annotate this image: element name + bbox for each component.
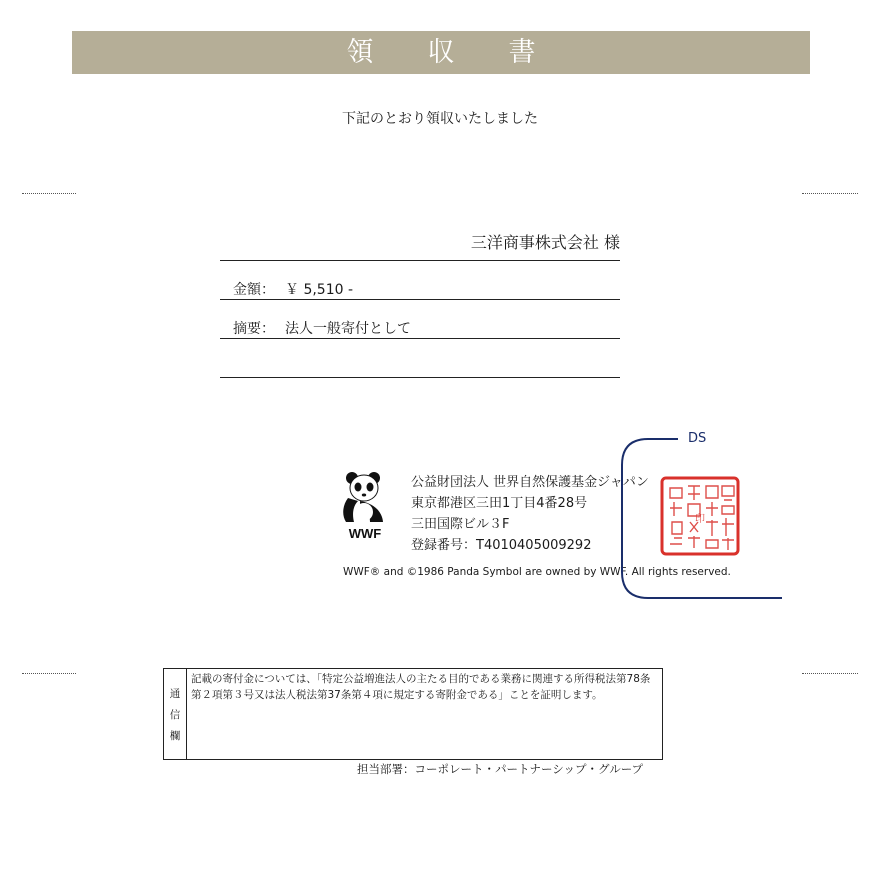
amount-field	[233, 279, 353, 299]
fold-mark-top-right	[802, 193, 858, 194]
amount-label: 金額：	[233, 282, 275, 298]
amount-value: ￥ 5,510 -	[285, 282, 354, 298]
recipient-name: 三洋商事株式会社 様	[470, 233, 620, 252]
summary-rule	[220, 338, 620, 339]
issuer-address: 東京都港区三田1丁目4番28号	[411, 496, 588, 511]
digital-signature-label: DS	[688, 431, 707, 446]
fold-mark-bottom-right	[802, 673, 858, 674]
wwf-panda-logo	[340, 470, 390, 542]
summary-label: 摘要：	[233, 321, 275, 337]
communication-text: 記載の寄付金については、「特定公益増進法人の主たる目的である業務に関連する所得税法第78条第２項第３号又は法人税法第37条第４項に規定する寄附金である」ことを証明します。	[191, 673, 651, 701]
recipient-rule	[220, 260, 620, 261]
wwf-logo-text: WWF	[348, 526, 382, 541]
seal-text: 印	[695, 514, 705, 525]
issuer-org-name: 公益財団法人 世界自然保護基金ジャパン	[411, 475, 649, 490]
receipt-statement: 下記のとおり領収いたしました	[342, 111, 538, 127]
summary-value: 法人一般寄付として	[285, 321, 411, 337]
digital-signature-frame	[610, 432, 800, 612]
communication-head-char-1: 通	[169, 687, 181, 700]
communication-head-char-2: 信	[169, 708, 181, 721]
communication-box-header	[164, 669, 187, 759]
receipt-title: 領収書	[346, 37, 590, 68]
issuer-registration-number: 登録番号：T4010405009292	[411, 538, 592, 553]
amount-rule	[220, 299, 620, 300]
fold-mark-bottom-left	[22, 673, 76, 674]
receipt-title-bar	[72, 31, 810, 74]
fold-mark-top-left	[22, 193, 76, 194]
communication-box	[163, 668, 663, 760]
department-info: 担当部署：コーポレート・パートナーシップ・グループ	[357, 762, 644, 776]
issuer-building: 三田国際ビル３F	[411, 517, 510, 532]
copyright-notice: WWF® and ©1986 Panda Symbol are owned by WWF. All rights reserved.	[343, 566, 731, 578]
communication-head-char-3: 欄	[169, 729, 181, 742]
blank-rule	[220, 377, 620, 378]
summary-field	[233, 318, 411, 338]
